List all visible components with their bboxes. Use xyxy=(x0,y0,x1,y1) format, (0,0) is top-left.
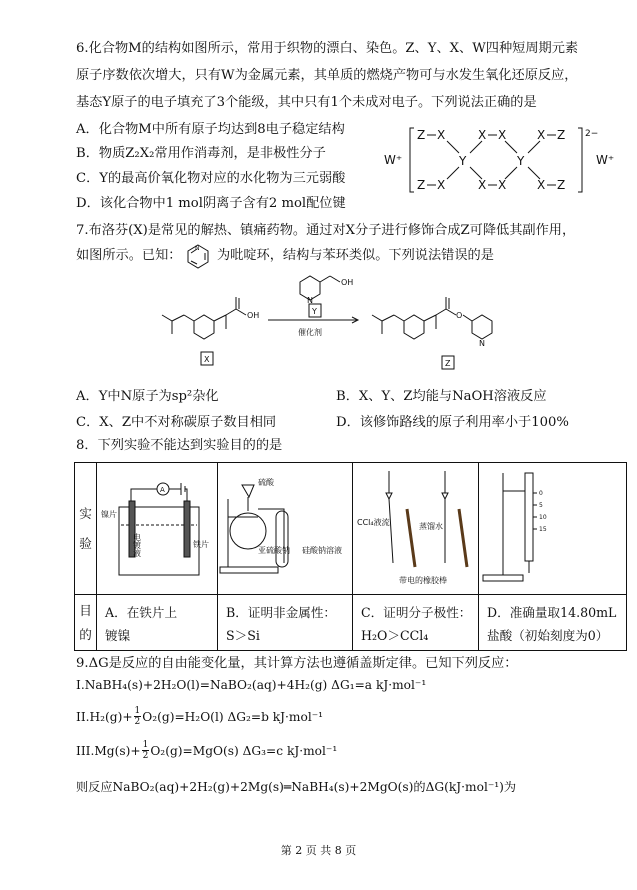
q6-option-a: A．化合物M中所有原子均达到8电子稳定结构 xyxy=(76,122,345,137)
q6-option-b: B．物质Z₂X₂常用作消毒剂，是非极性分子 xyxy=(76,146,326,161)
row-header-experiment: 实验 xyxy=(75,463,97,595)
q6-stem-line1: 6.化合物M的结构如图所示，常用于织物的漂白、染色。Z、Y、X、W四种短周期元素 xyxy=(76,41,579,56)
scheme-catalyst: 催化剂 xyxy=(298,328,322,337)
struct-x6: X xyxy=(478,178,487,192)
goal-c: C．证明分子极性： H₂O＞CCl₄ xyxy=(353,595,479,651)
label-charged-rod: 带电的橡胶棒 xyxy=(399,576,447,585)
q7-stem-line2a: 如图所示。已知： xyxy=(76,248,182,263)
q7-stem-line1: 7.布洛芬(X)是常见的解热、镇痛药物。通过对X分子进行修饰合成Z可降低其副作用， xyxy=(76,223,576,238)
label-distilled-water: 蒸馏水 xyxy=(419,522,443,531)
q8-stem: 8．下列实验不能达到实验目的的是 xyxy=(76,438,283,453)
q7-option-d: D．该修饰路线的原子利用率小于100% xyxy=(336,415,569,430)
struct-cation-left: W⁺ xyxy=(384,153,403,167)
struct-z3: Z xyxy=(417,178,426,192)
q7-option-b: B．X、Y、Z均能与NaOH溶液反应 xyxy=(336,389,547,404)
row-header-purpose: 目的 xyxy=(75,595,97,651)
scheme-label-x: X xyxy=(204,355,210,364)
struct-x5: X xyxy=(437,178,446,192)
label-nickel: 镍片 xyxy=(101,510,117,519)
q6-option-c: C．Y的最高价氧化物对应的水化物为三元弱酸 xyxy=(76,171,346,186)
fraction-half: $\frac{1}{2}$ xyxy=(142,740,149,761)
struct-x7: X xyxy=(498,178,507,192)
burette-tick-0: 0 xyxy=(539,490,543,497)
struct-z1: Z xyxy=(417,128,426,142)
q7-option-c: C．X、Z中不对称碳原子数目相同 xyxy=(76,415,277,430)
q7-option-a: A．Y中N原子为sp²杂化 xyxy=(76,389,219,404)
q6-structure-diagram xyxy=(380,122,620,202)
page-footer: 第 2 页 共 8 页 xyxy=(280,844,357,857)
q8-experiment-table xyxy=(74,462,627,651)
q7-stem-line2b: 为吡啶环，结构与苯环类似。下列说法错误的是 xyxy=(217,248,494,263)
scheme-label-y: Y xyxy=(312,307,317,316)
label-plating: 电镀液 xyxy=(132,533,142,557)
burette-tick-15: 15 xyxy=(539,526,547,533)
q6-option-d: D．该化合物中1 mol阴离子含有2 mol配位键 xyxy=(76,196,346,211)
scheme-y-oh: OH xyxy=(341,278,354,287)
apparatus-a xyxy=(97,463,218,595)
ammeter-symbol: A xyxy=(160,486,165,494)
struct-y2: Y xyxy=(517,154,525,168)
apparatus-c xyxy=(353,463,479,595)
burette-tick-10: 10 xyxy=(539,514,547,521)
label-sodium-sulfite: 亚硫酸钠 xyxy=(258,546,290,555)
burette-tick-5: 5 xyxy=(539,502,543,509)
scheme-oh: OH xyxy=(247,311,260,320)
struct-x1: X xyxy=(437,128,446,142)
struct-x4: X xyxy=(537,128,546,142)
scheme-label-z: Z xyxy=(445,359,451,368)
q9-question: 则反应NaBO₂(aq)+2H₂(g)+2Mg(s)═NaBH₄(s)+2MgO(s)的ΔG(kJ·mol⁻¹)为 xyxy=(76,780,517,794)
fraction-half: $\frac{1}{2}$ xyxy=(134,706,141,727)
struct-y1: Y xyxy=(459,154,467,168)
apparatus-b xyxy=(218,463,353,595)
label-iron: 铁片 xyxy=(193,540,209,549)
q9-stem: 9.ΔG是反应的自由能变化量，其计算方法也遵循盖斯定律。已知下列反应： xyxy=(76,656,518,671)
struct-x2: X xyxy=(478,128,487,142)
pyridine-ring-icon xyxy=(184,242,212,270)
scheme-z-n: N xyxy=(479,339,485,348)
label-sodium-silicate: 硅酸钠溶液 xyxy=(302,546,342,555)
q9-reaction-3: III.Mg(s)+ $\frac{1}{2}$ O₂(g)=MgO(s) ΔG₃=c kJ·mol⁻¹ xyxy=(76,740,338,761)
struct-x8: X xyxy=(537,178,546,192)
struct-z4: Z xyxy=(557,178,566,192)
struct-x3: X xyxy=(498,128,507,142)
q6-stem-line2: 原子序数依次增大，只有W为金属元素，其单质的燃烧产物可与水发生氧化还原反应， xyxy=(76,68,578,83)
label-sulfuric-acid: 硫酸 xyxy=(258,478,274,487)
q9-reaction-2: II.H₂(g)+ $\frac{1}{2}$ O₂(g)=H₂O(l) ΔG₂=b kJ·mol⁻¹ xyxy=(76,706,324,727)
scheme-y-n: N xyxy=(307,296,313,305)
q7-reaction-scheme xyxy=(150,272,520,376)
scheme-z-o: O xyxy=(456,311,463,320)
struct-charge: 2− xyxy=(585,129,599,139)
goal-b: B．证明非金属性： S＞Si xyxy=(218,595,353,651)
struct-cation-right: W⁺ xyxy=(596,153,615,167)
q9-reaction-1: I.NaBH₄(s)+2H₂O(l)=NaBO₂(aq)+4H₂(g) ΔG₁=a kJ·mol⁻¹ xyxy=(76,678,427,692)
q6-stem-line3: 基态Y原子的电子填充了3个能级，其中只有1个未成对电子。下列说法正确的是 xyxy=(76,95,537,110)
goal-d: D．准确量取14.80mL 盐酸（初始刻度为0） xyxy=(479,595,627,651)
apparatus-d xyxy=(479,463,627,595)
goal-a: A．在铁片上 镀镍 xyxy=(97,595,218,651)
label-ccl4-flow: CCl₄液流 xyxy=(357,518,390,527)
struct-z2: Z xyxy=(557,128,566,142)
pyridine-n: N xyxy=(195,245,200,252)
